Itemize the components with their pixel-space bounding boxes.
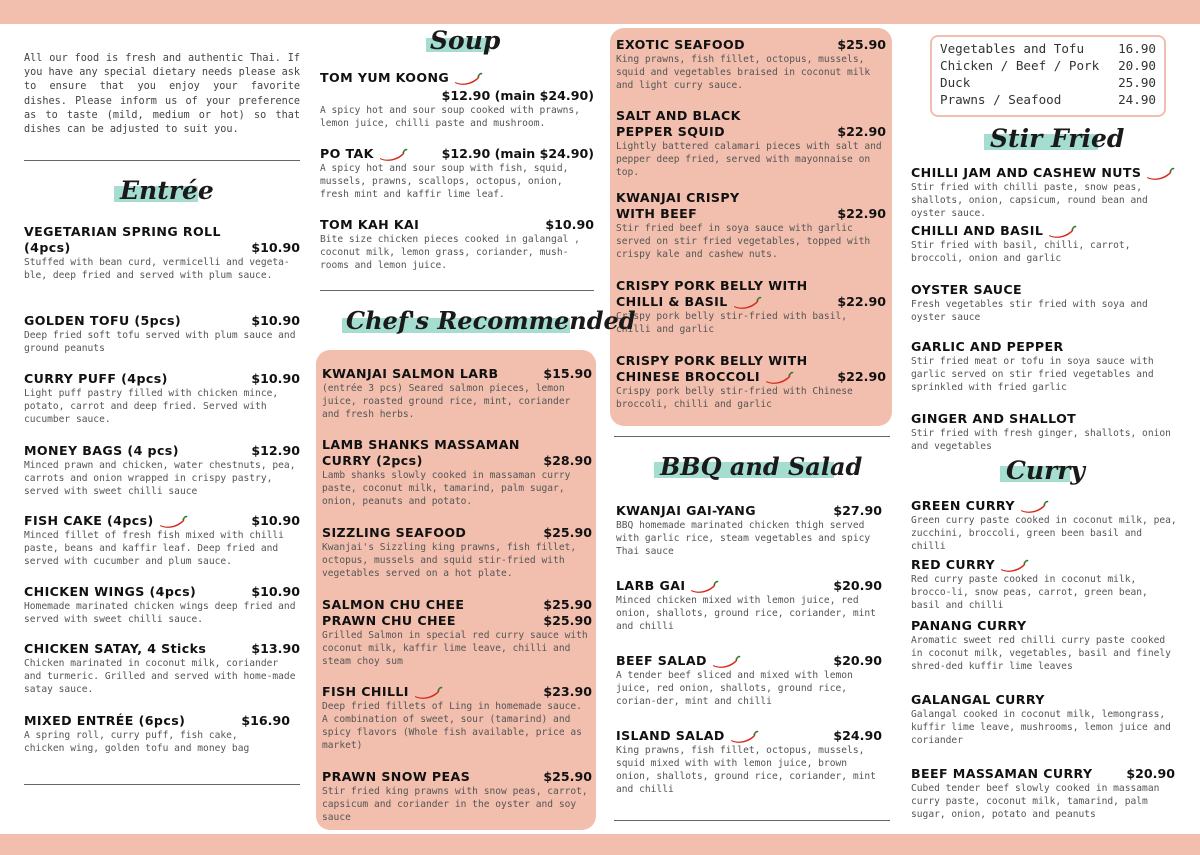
- menu-item: RED CURRY Red curry paste cooked in coconut milk, brocco-li, snow peas, carrot, green bean, basil and chilli: [911, 557, 1148, 611]
- menu-item: VEGETARIAN SPRING ROLL (4pcs) $10.90 Stuffed with bean curd, vermicelli and vegeta-ble, deep fried and served with plum sauce.: [24, 224, 300, 281]
- menu-item: FISH CAKE (4pcs) $10.90 Minced fillet of fresh fish mixed with chilli paste, beans and kaffir leaf. Deep fried and served with cucumber and plum sauce.: [24, 513, 300, 567]
- menu-item: ISLAND SALAD $24.90 King prawns, fish fillet, octopus, mussels, squid mixed with with lemon juice, brown onion, shallots, ground rice, coriander, mint and chilli: [616, 728, 882, 795]
- menu-item: CURRY PUFF (4pcs) $10.90 Light puff pastry filled with chicken mince, potato, carrot and deep fried. Served with cucumber sauce.: [24, 371, 300, 425]
- divider: [614, 820, 890, 821]
- menu-item: PRAWN SNOW PEAS $25.90 Stir fried king prawns with snow peas, carrot, capsicum and coriander in the oyster and soy sauce: [322, 769, 592, 823]
- menu-item: CHICKEN WINGS (4pcs) $10.90 Homemade marinated chicken wings deep fried and served with sweet chilli sauce.: [24, 584, 300, 625]
- intro-text: All our food is fresh and authentic Thai. If you have any special dietary needs please ask to ensure that you enjoy your favorite dishes. Please inform us of your preference as to taste (mild, medium or hot) so that dishes can be adjusted to suit you.: [24, 53, 301, 136]
- chili-pepper-icon: [732, 296, 762, 310]
- column-entree: [20, 24, 300, 834]
- chili-pepper-icon: [378, 148, 408, 162]
- price-row: Chicken / Beef / Pork 20.90: [940, 58, 1156, 73]
- section-heading-entree: Entrée: [120, 176, 214, 205]
- chili-pepper-icon: [1145, 167, 1175, 181]
- chefs-recommended-panel: [316, 350, 596, 830]
- divider: [614, 436, 890, 437]
- chili-pepper-icon: [729, 730, 759, 744]
- chili-pepper-icon: [689, 580, 719, 594]
- section-heading-chefs-recommended: Chef's Recommended: [346, 306, 636, 335]
- divider: [320, 290, 594, 291]
- section-heading-bbq-salad: BBQ and Salad: [660, 452, 862, 481]
- chili-pepper-icon: [764, 371, 794, 385]
- menu-item: GALANGAL CURRY Galangal cooked in coconut milk, lemongrass, kuffir lime leave, mushrooms, lemon juice and coriander: [911, 692, 1171, 746]
- menu-item: CRISPY PORK BELLY WITH CHINESE BROCCOLI $22.90 Crispy pork belly stir-fried with Chinese broccoli, chilli and garlic: [616, 353, 886, 410]
- menu-item: CHILLI JAM AND CASHEW NUTS Stir fried with chilli paste, snow peas, shallots, onion, capsicum, round bean and oyster sauce.: [911, 165, 1179, 220]
- price-row: Prawns / Seafood 24.90: [940, 92, 1156, 107]
- top-band: [0, 0, 1200, 24]
- column-seafood-bbq: [610, 24, 892, 834]
- menu-item: CHICKEN SATAY, 4 Sticks $13.90 Chicken marinated in coconut milk, coriander and turmeric. Grilled and served with home-made satay sauce.: [24, 641, 300, 695]
- menu-item: BEEF SALAD $20.90 A tender beef sliced and mixed with lemon juice, red onion, shallots, ground rice, corian-der, mint and chilli: [616, 653, 882, 707]
- menu-item: LAMB SHANKS MASSAMAN CURRY (2pcs) $28.90 Lamb shanks slowly cooked in massaman curry paste, coconut milk, tamarind, palm sugar, onion, peanuts and potato.: [322, 437, 592, 507]
- divider: [24, 784, 300, 785]
- menu-item: EXOTIC SEAFOOD $25.90 King prawns, fish fillet, octopus, mussels, squid and vegetables braised in coconut milk and light curry sauce.: [616, 37, 886, 91]
- column-soup-chefs: [316, 24, 636, 834]
- menu-item: SALMON CHU CHEE $25.90 PRAWN CHU CHEE $25.90 Grilled Salmon in special red curry sauce with coconut milk, kaffir lime leave, chilli and steam choy sum: [322, 597, 592, 667]
- chili-pepper-icon: [413, 686, 443, 700]
- section-heading-soup: Soup: [430, 26, 500, 55]
- bottom-band: [0, 834, 1200, 855]
- section-heading-curry: Curry: [1006, 456, 1085, 485]
- chili-pepper-icon: [158, 515, 188, 529]
- divider: [24, 160, 300, 161]
- menu-item: FISH CHILLI $23.90 Deep fried fillets of Ling in homemade sauce. A combination of sweet, sour (tamarind) and spicy flavors (Whole fish available, price as market): [322, 684, 592, 751]
- menu-item: GOLDEN TOFU (5pcs) $10.90 Deep fried soft tofu served with plum sauce and ground peanuts: [24, 313, 300, 354]
- menu-item: SALT AND BLACK PEPPER SQUID $22.90 Lightly battered calamari pieces with salt and pepper deep fried, served with mayonnaise on top.: [616, 108, 886, 178]
- price-row: Duck 25.90: [940, 75, 1156, 90]
- menu-item: MONEY BAGS (4 pcs) $12.90 Minced prawn and chicken, water chestnuts, pea, carrots and onion wrapped in crispy pastry, served with sweet chilli sauce: [24, 443, 300, 497]
- column-stirfried-curry: [906, 24, 1182, 834]
- menu-item: LARB GAI $20.90 Minced chicken mixed with lemon juice, red onion, shallots, ground rice, coriander, mint and chilli: [616, 578, 882, 632]
- menu-item: MIXED ENTRÉE (6pcs) $16.90 A spring roll, curry puff, fish cake, chicken wing, golden tofu and money bag: [24, 713, 290, 754]
- menu-item: OYSTER SAUCE Fresh vegetables stir fried with soya and oyster sauce: [911, 282, 1148, 323]
- menu-item: SIZZLING SEAFOOD $25.90 Kwanjai's Sizzling king prawns, fish fillet, octopus, mussels and squid stir-fried with vegetables served on a hot plate.: [322, 525, 592, 579]
- section-heading-stir-fried: Stir Fried: [990, 124, 1124, 153]
- protein-price-box: [930, 35, 1166, 117]
- menu-item: CHILLI AND BASIL Stir fried with basil, chilli, carrot, broccoli, onion and garlic: [911, 223, 1131, 264]
- menu-item: PO TAK $12.90 (main $24.90) A spicy hot and sour soup with fish, squid, mussels, prawns, scallops, octopus, onion, fresh mint and kaffir lime leaf.: [320, 146, 594, 200]
- menu-item: KWANJAI SALMON LARB $15.90 (entrée 3 pcs) Seared salmon pieces, lemon juice, roasted ground rice, mint, coriander and fresh herbs.: [322, 366, 592, 420]
- menu-item: GINGER AND SHALLOT Stir fried with fresh ginger, shallots, onion and vegetables: [911, 411, 1171, 452]
- chili-pepper-icon: [999, 559, 1029, 573]
- chili-pepper-icon: [711, 655, 741, 669]
- chili-pepper-icon: [1047, 225, 1077, 239]
- chili-pepper-icon: [1019, 500, 1049, 514]
- chili-pepper-icon: [453, 72, 483, 86]
- menu-item: KWANJAI CRISPY WITH BEEF $22.90 Stir fried beef in soya sauce with garlic served on stir fried vegetables, topped with crispy kale and cashew nuts.: [616, 190, 886, 260]
- menu-item: BEEF MASSAMAN CURRY $20.90 Cubed tender beef slowly cooked in massaman curry paste, coconut milk, tamarind, palm sugar, onion, potato and peanuts: [911, 766, 1175, 820]
- menu-item: KWANJAI GAI-YANG $27.90 BBQ homemade marinated chicken thigh served with garlic rice, steam vegetables and spicy Thai sauce: [616, 503, 882, 557]
- menu-item: CRISPY PORK BELLY WITH CHILLI & BASIL $22.90 Crispy pork belly stir-fried with basil, chilli and garlic: [616, 278, 886, 335]
- menu-item: GARLIC AND PEPPER Stir fried meat or tofu in soya sauce with garlic served on stir fried vegetables and sprinkled with fried garlic: [911, 339, 1154, 393]
- menu-item: TOM KAH KAI $10.90 Bite size chicken pieces cooked in galangal , coconut milk, lemon grass, coriander, mush-rooms and lemon juice.: [320, 217, 594, 271]
- menu-item: TOM YUM KOONG $12.90 (main $24.90) A spicy hot and sour soup cooked with prawns, lemon juice, chilli paste and mushroom.: [320, 70, 594, 129]
- menu-item: GREEN CURRY Green curry paste cooked in coconut milk, pea, zucchini, broccoli, green been basil and chilli: [911, 498, 1177, 552]
- menu-item: PANANG CURRY Aromatic sweet red chilli curry paste cooked in coconut milk, vegetables, basil and finely shred-ded kuffir lime leaves: [911, 618, 1171, 672]
- price-row: Vegetables and Tofu 16.90: [940, 41, 1156, 56]
